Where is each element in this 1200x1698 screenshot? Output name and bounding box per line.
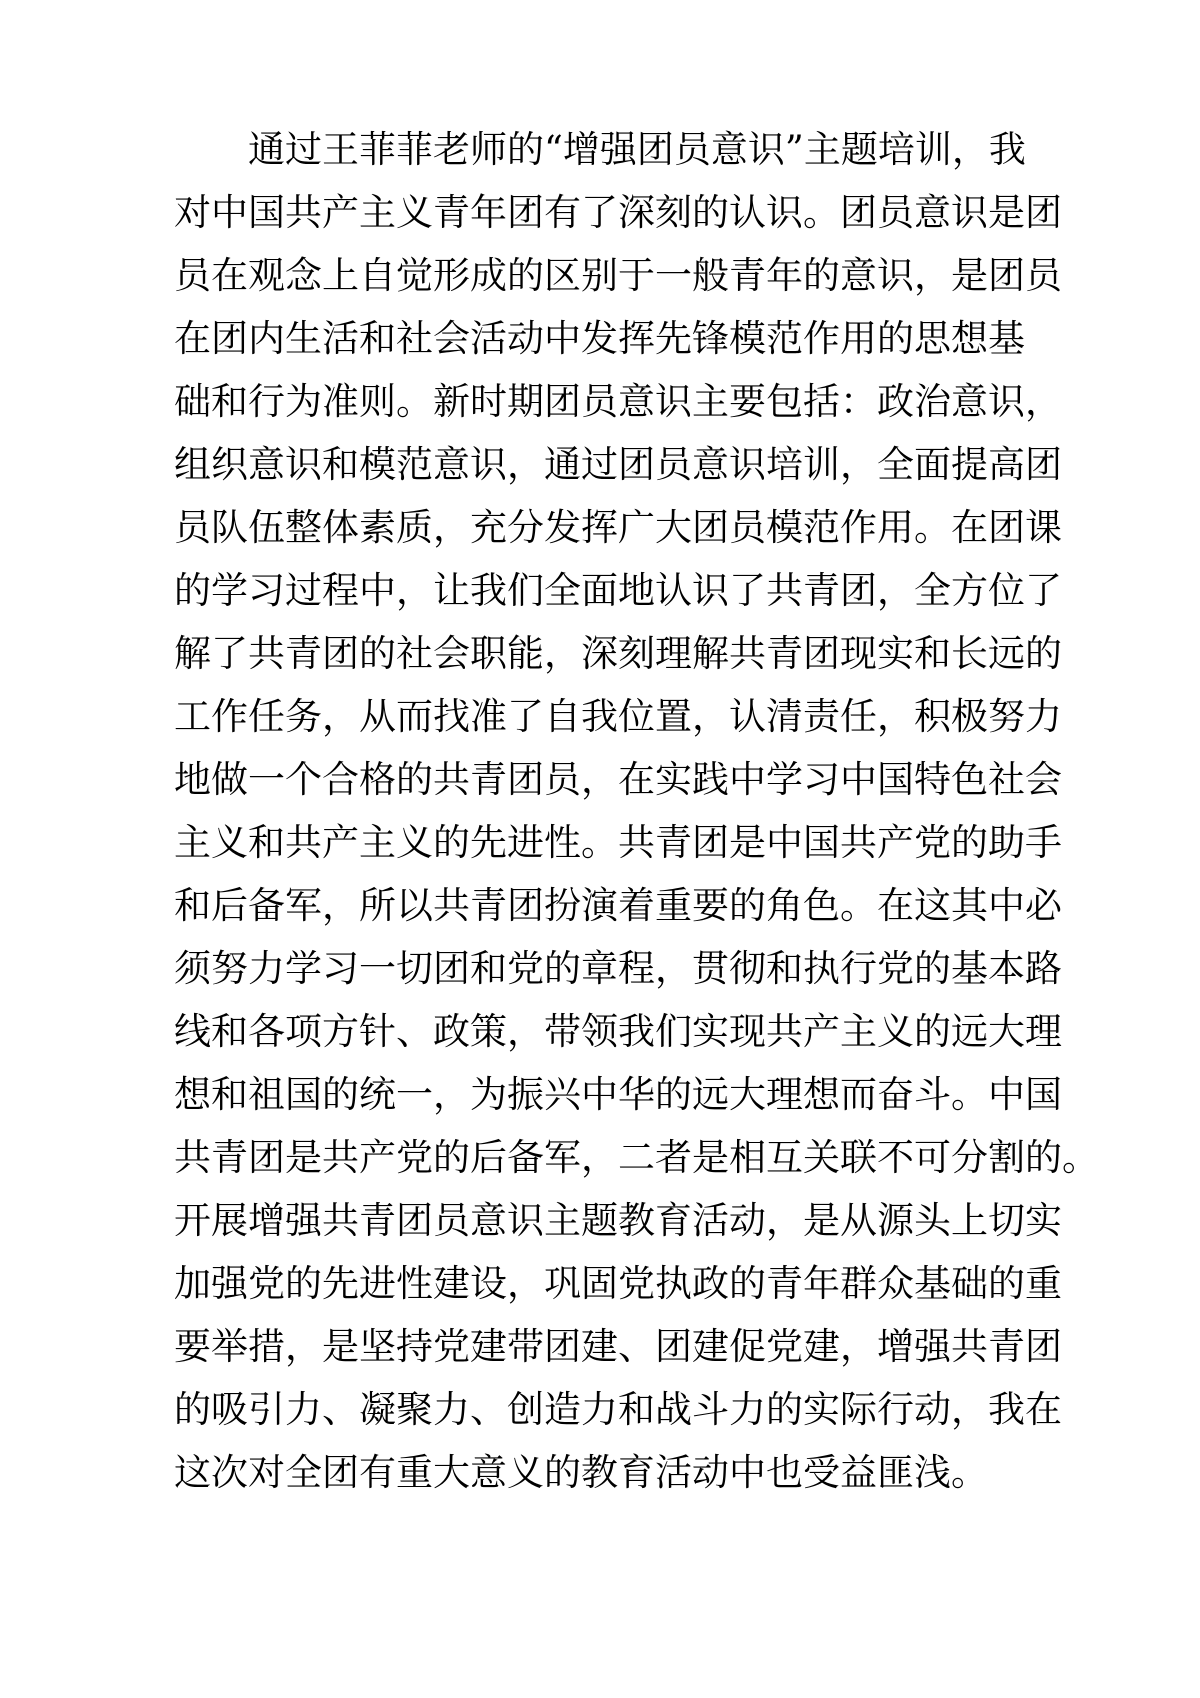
text-line: 的学习过程中，让我们全面地认识了共青团，全方位了 (174, 569, 1062, 612)
text-line: 员队伍整体素质，充分发挥广大团员模范作用。在团课 (174, 506, 1062, 549)
text-line: 在团内生活和社会活动中发挥先锋模范作用的思想基 (174, 317, 1025, 360)
text-line: 要举措，是坚持党建带团建、团建促党建，增强共青团 (174, 1325, 1062, 1368)
text-line: 工作任务，从而找准了自我位置，认清责任，积极努力 (174, 695, 1062, 738)
text-line: 员在观念上自觉形成的区别于一般青年的意识，是团员 (174, 254, 1062, 297)
text-line: 主义和共产主义的先进性。共青团是中国共产党的助手 (174, 821, 1062, 864)
text-line: 想和祖国的统一，为振兴中华的远大理想而奋斗。中国 (174, 1073, 1062, 1116)
text-line: 开展增强共青团员意识主题教育活动，是从源头上切实 (174, 1199, 1062, 1242)
text-line: 通过王菲菲老师的“增强团员意识”主题培训，我 (248, 128, 1026, 171)
body-paragraph (174, 118, 1099, 1504)
text-line: 础和行为准则。新时期团员意识主要包括：政治意识， (174, 380, 1062, 423)
text-line: 须努力学习一切团和党的章程，贯彻和执行党的基本路 (174, 947, 1062, 990)
text-line: 线和各项方针、政策，带领我们实现共产主义的远大理 (174, 1010, 1062, 1053)
text-line: 地做一个合格的共青团员，在实践中学习中国特色社会 (174, 758, 1062, 801)
text-line: 对中国共产主义青年团有了深刻的认识。团员意识是团 (174, 191, 1062, 234)
text-line: 和后备军，所以共青团扮演着重要的角色。在这其中必 (174, 884, 1062, 927)
text-line: 的吸引力、凝聚力、创造力和战斗力的实际行动，我在 (174, 1388, 1062, 1431)
text-line: 解了共青团的社会职能，深刻理解共青团现实和长远的 (174, 632, 1062, 675)
text-line: 这次对全团有重大意义的教育活动中也受益匪浅。 (174, 1451, 988, 1494)
text-line: 加强党的先进性建设，巩固党执政的青年群众基础的重 (174, 1262, 1062, 1305)
text-line: 组织意识和模范意识，通过团员意识培训，全面提高团 (174, 443, 1062, 486)
text-line: 共青团是共产党的后备军，二者是相互关联不可分割的。 (174, 1136, 1099, 1179)
